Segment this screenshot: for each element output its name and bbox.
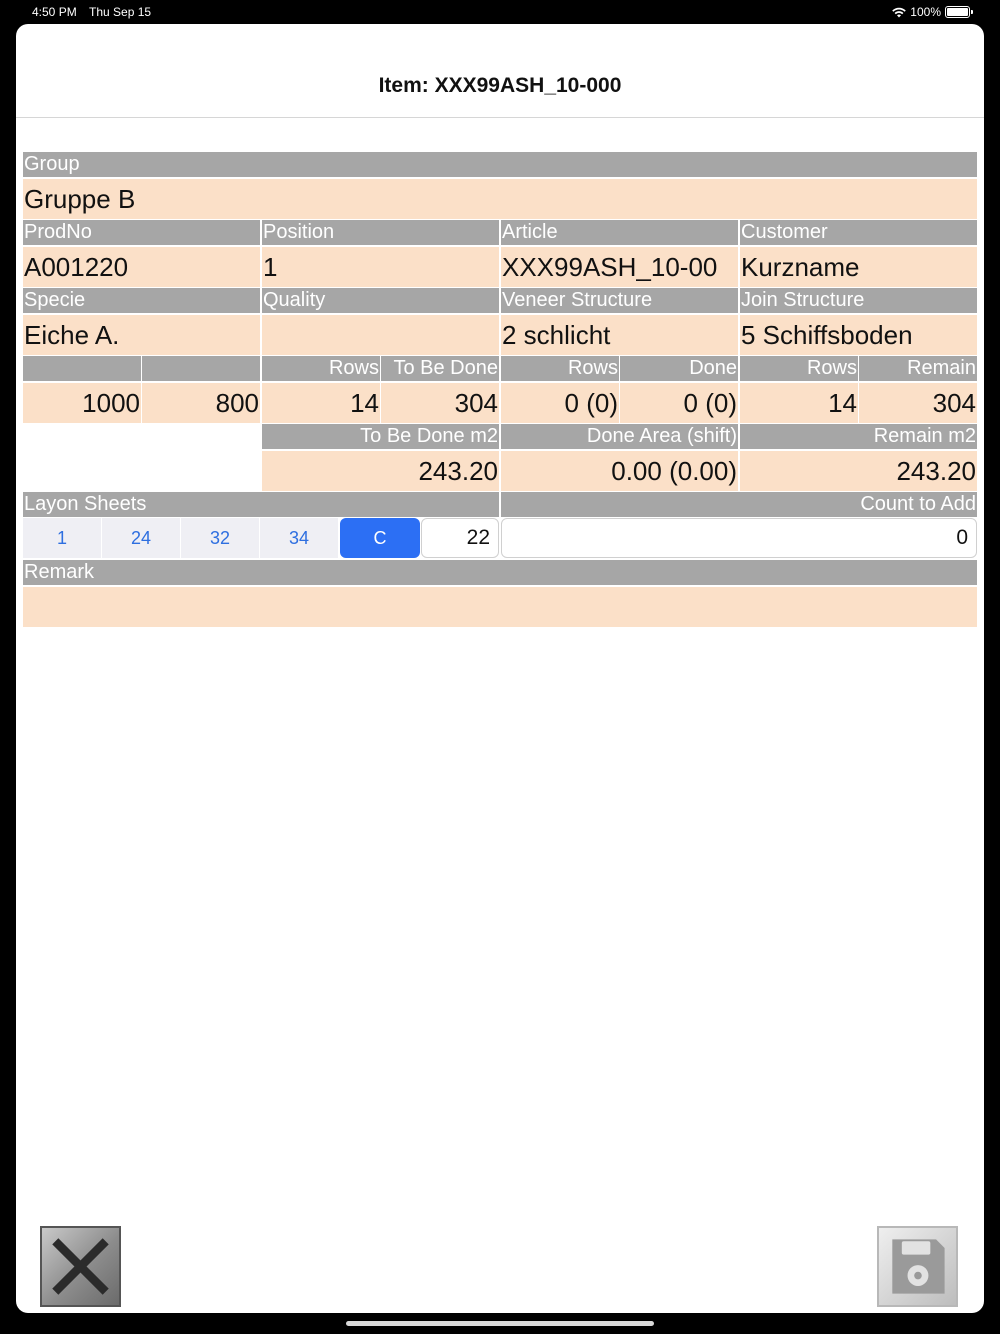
dimension-length-label	[23, 356, 141, 381]
layon-option-24[interactable]: 24	[102, 518, 180, 558]
quality-value	[262, 315, 499, 355]
specie-label: Specie	[23, 288, 260, 313]
specie-value: Eiche A.	[23, 315, 260, 355]
remark-label: Remark	[23, 560, 977, 585]
done-area-label: Done Area (shift)	[501, 424, 738, 449]
close-button[interactable]	[40, 1226, 121, 1307]
group-label: Group	[23, 152, 977, 177]
quality-label: Quality	[262, 288, 499, 313]
join-structure-label: Join Structure	[740, 288, 977, 313]
dimension-length-value: 1000	[23, 383, 141, 423]
position-value: 1	[262, 247, 499, 287]
wifi-icon	[892, 7, 906, 18]
tbd-rows-value: 14	[262, 383, 380, 423]
remain-rows-value: 14	[740, 383, 858, 423]
position-label: Position	[262, 220, 499, 245]
nav-bar	[16, 24, 984, 118]
battery-percent: 100%	[910, 5, 941, 19]
layon-sheets-input[interactable]: 22	[421, 518, 499, 558]
layon-option-1[interactable]: 1	[23, 518, 101, 558]
remain-area-value: 243.20	[740, 451, 977, 491]
save-button[interactable]	[877, 1226, 958, 1307]
remain-count-value: 304	[859, 383, 977, 423]
item-sheet	[16, 24, 984, 1313]
count-to-add-label: Count to Add	[501, 492, 977, 517]
article-value: XXX99ASH_10-00	[501, 247, 738, 287]
customer-label: Customer	[740, 220, 977, 245]
article-label: Article	[501, 220, 738, 245]
group-value: Gruppe B	[23, 179, 977, 219]
status-time: 4:50 PM	[32, 5, 77, 19]
veneer-structure-label: Veneer Structure	[501, 288, 738, 313]
floppy-disk-icon	[879, 1228, 956, 1305]
layon-sheets-label: Layon Sheets	[23, 492, 499, 517]
done-area-value: 0.00 (0.00)	[501, 451, 738, 491]
status-date: Thu Sep 15	[89, 5, 152, 19]
layon-option-34[interactable]: 34	[260, 518, 338, 558]
remain-count-label: Remain	[859, 356, 977, 381]
prodno-value: A001220	[23, 247, 260, 287]
home-indicator	[346, 1321, 654, 1326]
remain-area-label: Remain m2	[740, 424, 977, 449]
remain-rows-label: Rows	[740, 356, 858, 381]
done-rows-value: 0 (0)	[501, 383, 619, 423]
tbd-rows-label: Rows	[262, 356, 380, 381]
dimension-width-value: 800	[142, 383, 260, 423]
tbd-area-label: To Be Done m2	[262, 424, 499, 449]
remark-value[interactable]	[23, 587, 977, 627]
status-right	[892, 5, 970, 19]
page-title: Item: XXX99ASH_10-000	[378, 74, 622, 97]
tbd-count-label: To Be Done	[381, 356, 499, 381]
tbd-count-value: 304	[381, 383, 499, 423]
customer-value: Kurzname	[740, 247, 977, 287]
layon-option-c[interactable]: C	[340, 518, 420, 558]
battery-icon	[945, 6, 970, 18]
join-structure-value: 5 Schiffsboden	[740, 315, 977, 355]
dimension-width-label	[142, 356, 260, 381]
done-rows-label: Rows	[501, 356, 619, 381]
tbd-area-value: 243.20	[262, 451, 499, 491]
status-bar	[0, 0, 1000, 24]
layon-option-32[interactable]: 32	[181, 518, 259, 558]
veneer-structure-value: 2 schlicht	[501, 315, 738, 355]
count-to-add-input[interactable]: 0	[501, 518, 977, 558]
done-count-value: 0 (0)	[620, 383, 738, 423]
done-count-label: Done	[620, 356, 738, 381]
prodno-label: ProdNo	[23, 220, 260, 245]
close-icon	[42, 1228, 119, 1305]
